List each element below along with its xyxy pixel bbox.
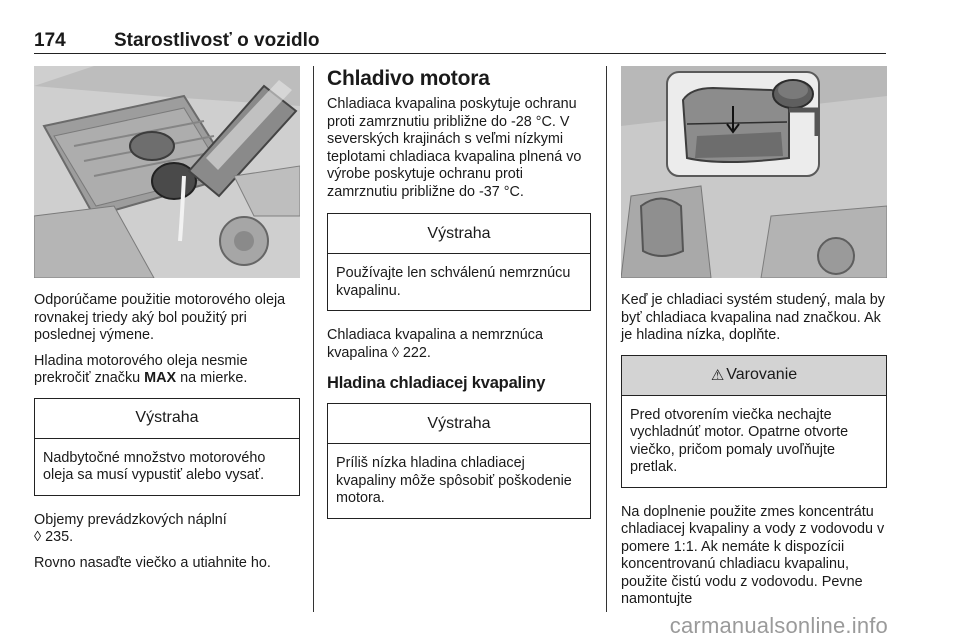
caution-box-title: Výstraha — [328, 214, 590, 254]
caution-box-title: Výstraha — [328, 404, 590, 444]
warning-box-title-bar — [622, 356, 886, 396]
column-divider-right — [606, 66, 607, 612]
max-mark-label: MAX — [144, 370, 177, 386]
coolant-reference-text: Chladiaca kvapalina a nemrznúca kvapalina — [327, 327, 543, 361]
warning-box-title: Varovanie — [726, 366, 798, 383]
warning-triangle-icon: ⚠ — [710, 367, 725, 384]
column-middle — [327, 66, 591, 519]
cap-tighten-paragraph: Rovno nasaďte viečko a utiahnite ho. — [34, 554, 271, 571]
page-number: 174 — [34, 30, 66, 51]
coolant-reservoir-illustration — [621, 66, 887, 278]
page-header — [34, 30, 886, 54]
page-title: Starostlivosť o vozidlo — [114, 30, 320, 51]
caution-box-text: Príliš nízka hladina chladiacej kvapaliny môže spôsobiť poškodenie motora. — [336, 455, 572, 506]
fluid-capacities-text: Objemy prevádzkových náplní — [34, 511, 227, 528]
oil-level-text: Hladina motorového oleja nesmie prekročiť značku — [34, 352, 248, 386]
column-divider-left — [313, 66, 314, 612]
watermark: carmanualsonline.info — [669, 613, 888, 638]
coolant-level-paragraph: Keď je chladiaci systém studený, mala by byť chladiaca kvapalina nad značkou. Ak je hladina nízka, doplňte. — [621, 292, 885, 343]
oil-level-paragraph — [34, 353, 300, 388]
page-reference-icon[interactable]: ◊ 222. — [391, 344, 431, 361]
subheading-coolant-level: Hladina chladiacej kvapaliny — [327, 374, 546, 392]
page-reference-icon[interactable]: ◊ 235. — [34, 529, 74, 545]
coolant-mix-paragraph: Na doplnenie použite zmes koncentrátu chladiacej kvapaliny a vody z vodovodu v pomere 1:1. Ak nemáte k dispozícii koncentrovanú chladiacu kvapalinu, použite čistú vodu z vodovodu. Pevne namontujte — [621, 503, 885, 607]
caution-box-oil — [34, 398, 300, 496]
oil-level-text-end: na mierke. — [176, 370, 248, 386]
oil-grade-paragraph: Odporúčame použitie motorového oleja rovnakej triedy aký bol použitý pri poslednej výmene. — [34, 292, 286, 343]
engine-oil-filling-illustration — [34, 66, 300, 278]
caution-box-text: Nadbytočné množstvo motorového oleja sa musí vypustiť alebo vysať. — [43, 449, 266, 483]
column-right — [621, 66, 887, 609]
column-left — [34, 66, 300, 572]
fluid-capacities-paragraph — [34, 512, 300, 547]
caution-box-title: Výstraha — [35, 399, 299, 439]
caution-box-text: Používajte len schválenú nemrznúcu kvapalinu. — [336, 265, 571, 299]
coolant-reference-paragraph — [327, 327, 591, 362]
section-heading-coolant: Chladivo motora — [327, 67, 490, 90]
warning-box-cap — [621, 355, 887, 488]
coolant-protection-paragraph: Chladiaca kvapalina poskytuje ochranu proti zamrznutiu približne do -28 °C. V severských krajinách s veľmi nízkymi teplotami chladiaca kvapalina plnená vo výrobe poskytuje ochranu proti zamrznutiu približne do -37 °C. — [327, 96, 582, 200]
header-rule — [34, 53, 886, 54]
warning-box-text: Pred otvorením viečka nechajte vychladnúť motor. Opatrne otvorte viečko, pričom pomaly uvoľňujte pretlak. — [630, 406, 849, 475]
caution-box-low-coolant — [327, 403, 591, 519]
caution-box-antifreeze — [327, 213, 591, 311]
